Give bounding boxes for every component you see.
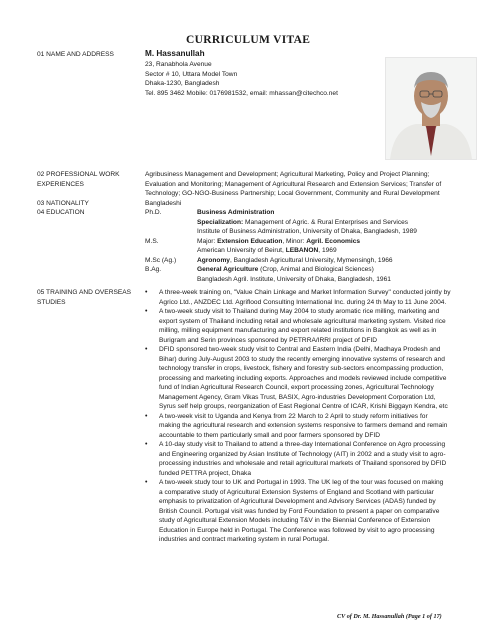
training-item-line: funded PETTRA project, Dhaka bbox=[159, 469, 251, 477]
training-label-line: STUDIES bbox=[37, 298, 66, 306]
training-item-line: A 10-day study visit to Thailand to attend a three-day International Conference on Agro processing bbox=[159, 441, 446, 448]
page-footer: CV of Dr. M. Hassanullah (Page 1 of 17) bbox=[337, 613, 442, 620]
education-label: 04 EDUCATION bbox=[37, 209, 85, 216]
training-item-line: Burigram and Serin provinces sponsored by PETRRA/IRRI project of DFID bbox=[159, 336, 378, 344]
training-item-line: processing industries and wholesale and retail agricultural markets of Thailand sponsored by DFID bbox=[159, 460, 447, 467]
nationality-label: 03 NATIONALITY bbox=[37, 199, 89, 207]
experience-line: Technology; GO-NGO-Business Partnership; Local Government, Community and Rural Development bbox=[145, 190, 440, 197]
address-line: 23, Ranabhola Avenue bbox=[145, 61, 212, 68]
training-item-line: A three-week training on, "Value Chain Linkage and Market Information Survey" conducted jointly by bbox=[159, 289, 451, 296]
training-item-line: A two-week visit to Uganda and Kenya from 22 March to 2 April to study reform initiatives for bbox=[159, 412, 428, 420]
minor-value: Agril. Economics bbox=[306, 237, 361, 245]
bullet-icon: • bbox=[145, 479, 148, 486]
training-item-line: fund of Indian Agricultural Research Council, export processing zones, Agricultural Technology bbox=[159, 384, 434, 391]
name-address-label: 01 NAME AND ADDRESS bbox=[37, 51, 114, 58]
degree-name: B.Ag. bbox=[145, 266, 162, 273]
degree-subject: General Agriculture bbox=[197, 266, 259, 273]
training-item-line: British Council. Portugal visit was funded by Ford Foundation to present a paper on comparative bbox=[159, 507, 440, 515]
document-title: CURRICULUM VITAE bbox=[186, 34, 311, 46]
experience-label-line: EXPERIENCES bbox=[37, 180, 84, 188]
experience-line: Agribusiness Management and Development; Agricultural Marketing, Policy and Project Planning; bbox=[145, 171, 430, 178]
minor-label: , Minor: bbox=[282, 237, 307, 245]
training-item-line: industries and contract marketing system in rural Portugal. bbox=[159, 536, 330, 543]
training-item-line: DFID sponsored two-week study visit to Central and Eastern India (Delhi, Madhaya Prodesh and bbox=[159, 346, 441, 353]
training-item-text bbox=[159, 440, 485, 478]
degree-name: M.Sc (Ag.) bbox=[145, 256, 177, 264]
training-item-line: and Engineering organized by Asian Institute of Technology (AIT) in 2002 and a study visit to agro- bbox=[159, 450, 446, 458]
training-item-line: export system of Thailand including retail and wholesale agricultural marketing system. Visited rice bbox=[159, 317, 446, 325]
bullet-icon: • bbox=[145, 346, 148, 353]
major-label: Major: bbox=[197, 237, 218, 245]
degree-institution: Institute of Business Administration, University of Dhaka, Bangladesh, 1989 bbox=[197, 228, 417, 235]
degree-subject: Business Administration bbox=[197, 209, 275, 216]
person-name: M. Hassanullah bbox=[145, 49, 205, 58]
experience-label bbox=[37, 170, 145, 189]
degree-subject: Agronomy bbox=[197, 256, 230, 264]
degree-note: (Crop, Animal and Biological Sciences) bbox=[258, 266, 374, 273]
portrait-image bbox=[386, 58, 476, 159]
institution-country: LEBANON bbox=[285, 247, 319, 254]
nationality-value: Bangladeshi bbox=[145, 199, 182, 207]
address-line: Sector # 10, Uttara Model Town bbox=[145, 70, 238, 78]
training-item-text bbox=[159, 307, 485, 345]
degree-detail bbox=[197, 265, 374, 275]
experience-line: Evaluation and Monitoring; Management of Agricultural Research and Extension Services; Transfer of bbox=[145, 180, 442, 188]
degree-name: Ph.D. bbox=[145, 209, 162, 216]
degree-detail bbox=[197, 256, 393, 266]
institution-year: , 1969 bbox=[318, 247, 337, 254]
degree-institution: , Bangladesh Agricultural University, Mymensingh, 1966 bbox=[229, 256, 393, 264]
training-label bbox=[37, 288, 148, 307]
degree-institution: Bangladesh Agril. Institute, University of Dhaka, Bangladesh, 1961 bbox=[197, 275, 391, 283]
training-item-line: processing and marketing including exports. Approaches and models reviewed include competitive bbox=[159, 374, 447, 382]
experience-label-line: 02 PROFESSIONAL WORK bbox=[37, 171, 120, 178]
training-item-line: emphasis to privatization of Agricultural Development and Advisory Services (ADAS) funded by bbox=[159, 498, 436, 505]
training-label-line: 05 TRAINING AND OVERSEAS bbox=[37, 289, 132, 296]
address-line: Dhaka-1230, Bangladesh bbox=[145, 80, 220, 87]
bullet-icon: • bbox=[145, 412, 148, 420]
training-item-line: A two-week study tour to UK and Portugal in 1993. The UK leg of the tour was focused on making bbox=[159, 479, 444, 486]
training-item-line: milling, milling equipment manufacturing and export related institutions in Bangkok as well as in bbox=[159, 327, 437, 334]
training-item-line: study of Agricultural Extension Models including T&V in the Biennial Conference of Extension bbox=[159, 517, 431, 524]
major-value: Extension Education bbox=[217, 237, 283, 245]
degree-institution bbox=[197, 246, 337, 256]
specialization-label: Specialization: bbox=[197, 218, 244, 226]
training-item-line: making the agricultural research and extension systems responsive to farmers demand and remain bbox=[159, 422, 448, 429]
contact-line: Tel. 895 3462 Mobile: 0176981532, email: mhassan@citechco.net bbox=[145, 89, 338, 97]
degree-major-minor bbox=[197, 237, 360, 247]
training-item-line: Syrus self help groups, reorganization of East Regional Centre of ICAR, Krishi Biggayn Kendra, etc bbox=[159, 403, 448, 410]
bullet-icon: • bbox=[145, 308, 148, 315]
bullet-icon: • bbox=[145, 441, 148, 448]
training-item-line: Bihar) during July-August 2003 to study the recently emerging innovative systems of research and bbox=[159, 355, 445, 363]
bullet-icon: • bbox=[145, 289, 148, 296]
training-item-line: technology transfer in crops, livestock, fishery and forestry sub-sectors encompassing production, bbox=[159, 365, 444, 372]
degree-name: M.S. bbox=[145, 237, 159, 245]
training-item-text bbox=[159, 288, 485, 307]
training-item-line: A two-week study visit to Thailand during May 2004 to study aromatic rice milling, marketing and bbox=[159, 308, 440, 315]
training-item-line: Agrico Ltd., ANZDEC Ltd. Agriflood Consulting International Inc. during 24 th May to 11 June 2004. bbox=[159, 298, 447, 306]
training-item-line: Management Agency, Gram Vikas Trust, BASIX, Agro-industries Development Corporation Ltd, bbox=[159, 393, 436, 401]
portrait-photo bbox=[385, 57, 477, 160]
training-item-line: accountable to them particularly small and poor farmers sponsored by DFID bbox=[159, 431, 380, 439]
specialization-value: Management of Agric. & Rural Enterprises and Services bbox=[243, 218, 409, 226]
training-item-line: a comparative study of Agricultural Extension Systems of England and Scotland with particular bbox=[159, 488, 434, 496]
training-item-text bbox=[159, 412, 485, 441]
training-item-text bbox=[159, 478, 485, 545]
degree-specialization bbox=[197, 218, 408, 228]
institution-text: American University of Beirut, bbox=[197, 247, 286, 254]
training-item-text bbox=[159, 345, 485, 412]
training-item-line: Education in Europe held in Portugal. The Conference was followed by visit to agro processing bbox=[159, 526, 435, 534]
